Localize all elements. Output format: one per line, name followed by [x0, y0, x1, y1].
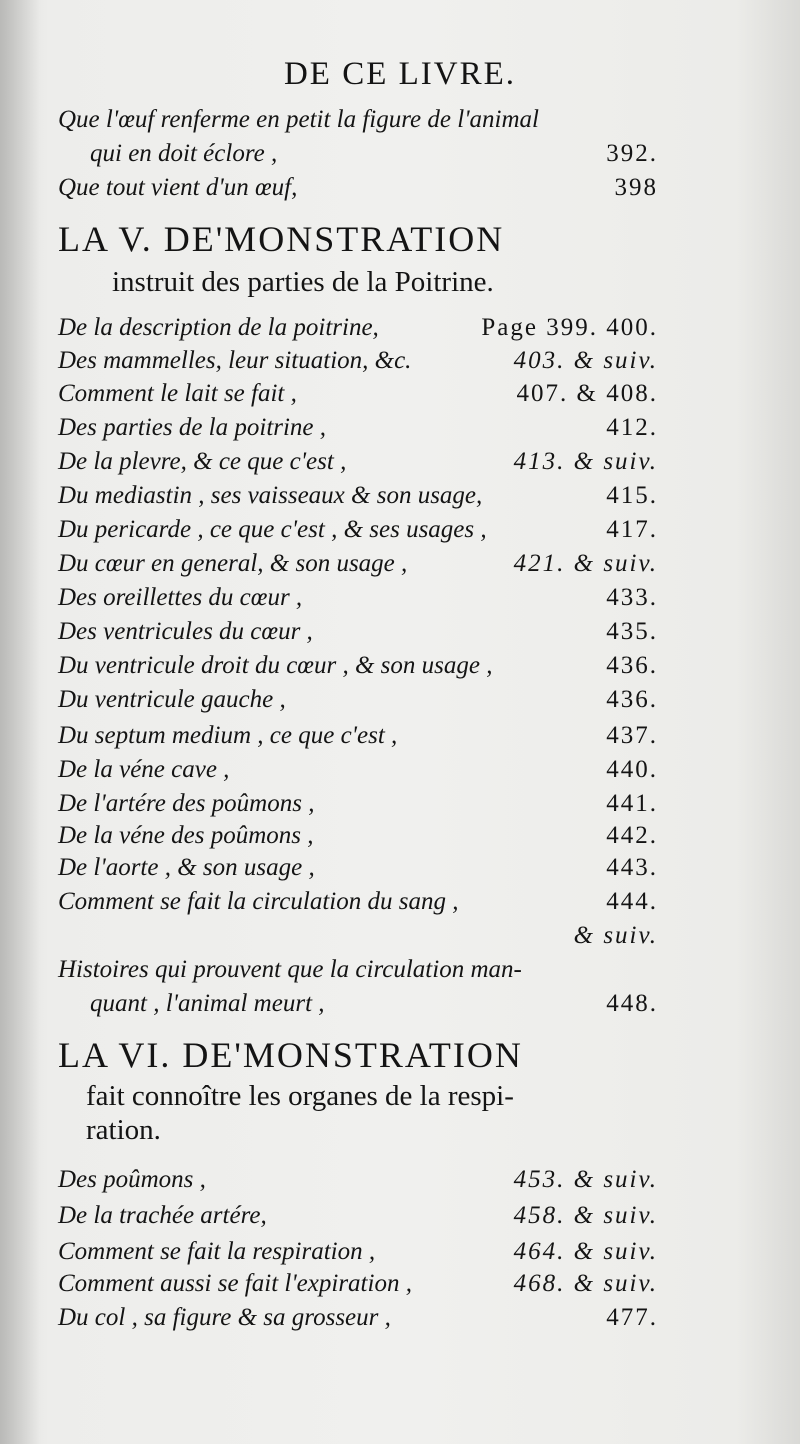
entry-title: Du col , sa figure & sa grosseur , [58, 1304, 391, 1331]
entry-title: Des ventricules du cœur , [58, 618, 313, 645]
entry-title: Que tout vient d'un œuf, [58, 174, 298, 201]
entry-pages: 448. [606, 990, 658, 1017]
entry-title: De l'aorte , & son usage , [58, 854, 315, 881]
section-subheading: ration. [86, 1114, 161, 1146]
section-heading: LA VI. DE'MONSTRATION [58, 1035, 523, 1075]
entry-pages: 398 [614, 174, 658, 201]
entry-pages: 412. [606, 414, 658, 441]
entry-title: Des parties de la poitrine , [58, 414, 327, 441]
entry-title: qui en doit éclore , [90, 140, 278, 167]
entry-title: Que l'œuf renferme en petit la figure de l'animal [58, 106, 539, 133]
entry-pages: 436. [606, 652, 658, 679]
entry-pages: 415. [606, 482, 658, 509]
entry-title: Du mediastin , ses vaisseaux & son usage, [58, 482, 483, 509]
entry-title: De la plevre, & ce que c'est , [58, 448, 347, 475]
entry-title: De l'artére des poûmons , [58, 790, 315, 817]
entry-pages: 407. & 408. [516, 380, 658, 407]
entry-pages: Page 399. 400. [481, 314, 658, 341]
entry-pages: 464. & suiv. [513, 1238, 658, 1265]
entry-title: quant , l'animal meurt , [90, 990, 325, 1017]
entry-pages: 440. [606, 756, 658, 783]
entry-pages: 444. [606, 888, 658, 915]
gutter-shadow [0, 0, 40, 1444]
entry-title: De la trachée artére, [58, 1202, 267, 1229]
section-subheading: instruit des parties de la Poitrine. [112, 266, 494, 298]
entry-pages: & suiv. [573, 922, 658, 949]
entry-pages: 468. & suiv. [513, 1270, 658, 1297]
entry-pages: 443. [606, 854, 658, 881]
entry-title: Du cœur en general, & son usage , [58, 550, 408, 577]
entry-pages: 403. & suiv. [513, 347, 658, 374]
entry-pages: 441. [606, 790, 658, 817]
entry-pages: 421. & suiv. [513, 550, 658, 577]
entry-title: Comment le lait se fait , [58, 380, 297, 407]
entry-pages: 458. & suiv. [513, 1202, 658, 1229]
entry-title: Du pericarde , ce que c'est , & ses usages , [58, 516, 487, 543]
entry-title: De la description de la poitrine, [58, 314, 379, 341]
entry-title: Comment se fait la respiration , [58, 1238, 376, 1265]
entry-pages: 453. & suiv. [513, 1166, 658, 1193]
entry-pages: 392. [606, 140, 658, 167]
entry-title: Comment aussi se fait l'expiration , [58, 1270, 412, 1297]
entry-pages: 437. [606, 722, 658, 749]
entry-title: Des oreillettes du cœur , [58, 584, 303, 611]
entry-title: De la véne des poûmons , [58, 822, 314, 849]
entry-pages: 477. [606, 1304, 658, 1331]
entry-pages: 433. [606, 584, 658, 611]
entry-title: Du septum medium , ce que c'est , [58, 722, 398, 749]
entry-title: Du ventricule droit du cœur , & son usage , [58, 652, 493, 679]
entry-pages: 435. [606, 618, 658, 645]
entry-title: Du ventricule gauche , [58, 686, 286, 713]
entry-title: Des mammelles, leur situation, &c. [58, 347, 412, 374]
entry-pages: 436. [606, 686, 658, 713]
section-subheading: fait connoître les organes de la respi- [86, 1080, 514, 1112]
entry-title: Des poûmons , [58, 1166, 206, 1193]
running-head: DE CE LIVRE. [283, 56, 517, 92]
entry-title: De la véne cave , [58, 756, 230, 783]
entry-title: Comment se fait la circulation du sang , [58, 888, 459, 915]
entry-pages: 442. [606, 822, 658, 849]
entry-title: Histoires qui prouvent que la circulation man- [58, 956, 522, 983]
section-heading: LA V. DE'MONSTRATION [58, 219, 505, 259]
entry-pages: 417. [606, 516, 658, 543]
entry-pages: 413. & suiv. [513, 448, 658, 475]
